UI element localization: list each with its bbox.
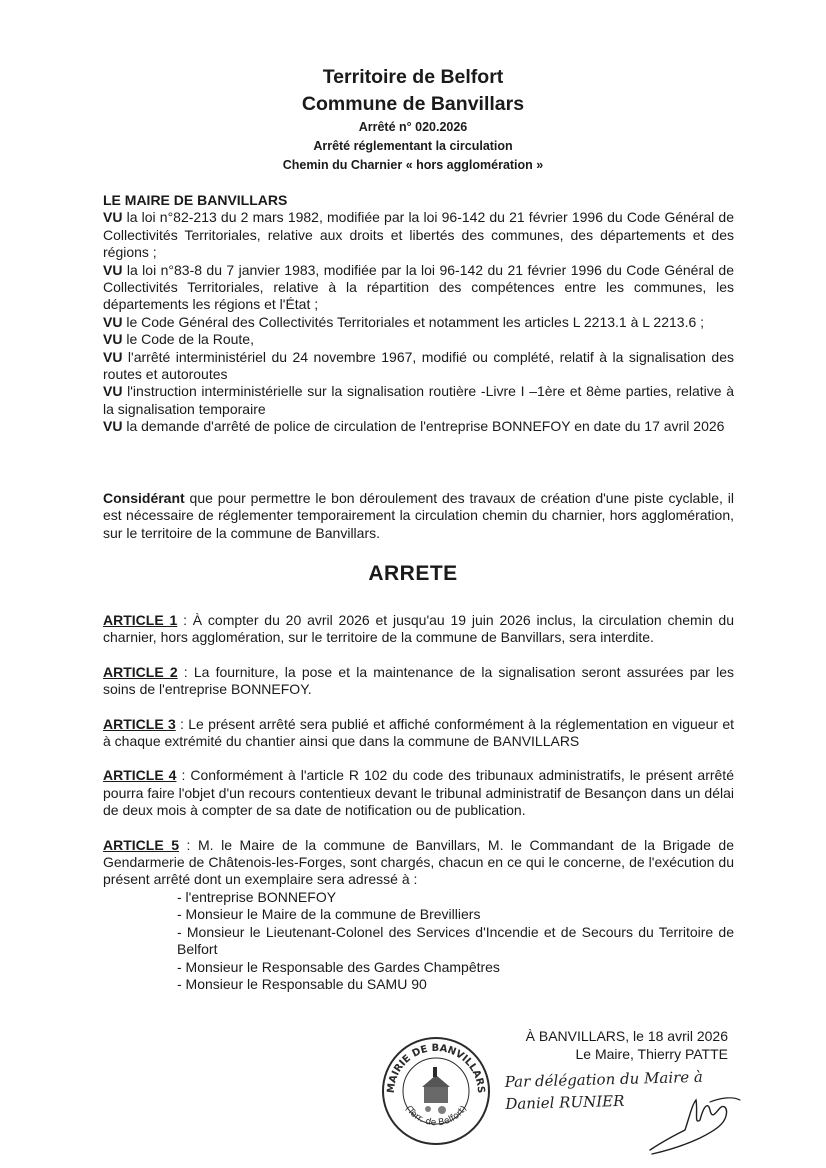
delegation-line-1: Par délégation du Maire à	[504, 1067, 704, 1092]
article-text: : La fourniture, la pose et la maintenance de la signalisation seront assurées par les soins de l'entreprise BONNEFOY.	[103, 663, 734, 698]
recipient-item: - Monsieur le Responsable des Gardes Champêtres	[177, 958, 500, 975]
visa-prefix: VU	[103, 331, 123, 348]
territory-title: Territoire de Belfort	[322, 66, 504, 88]
visa-prefix: VU	[103, 348, 123, 365]
visa-prefix: VU	[103, 383, 123, 400]
article-label: ARTICLE 1	[103, 612, 178, 628]
mayor-name: Le Maire, Thierry PATTE	[575, 1046, 728, 1062]
place-date: À BANVILLARS, le 18 avril 2026	[525, 1028, 728, 1044]
visa-item	[103, 262, 734, 314]
article-3	[103, 716, 734, 751]
article-label: ARTICLE 3	[103, 715, 176, 732]
visa-item	[103, 209, 734, 261]
visa-item	[103, 418, 734, 435]
stamp-village-emblem-icon	[422, 1067, 450, 1114]
visa-prefix: VU	[103, 209, 123, 226]
recipient-item: - Monsieur le Maire de la commune de Brevilliers	[177, 906, 481, 923]
arrete-number: Arrêté n° 020.2026	[358, 120, 468, 134]
visa-item	[103, 314, 734, 331]
arrete-heading: ARRETE	[368, 562, 458, 585]
recipient-item: - Monsieur le Responsable du SAMU 90	[177, 975, 427, 992]
article-label: ARTICLE 5	[103, 836, 179, 853]
stamp-top-text: MAIRIE DE BANVILLARS	[385, 1042, 487, 1094]
visa-prefix: VU	[103, 261, 123, 278]
visa-text: la loi n°82-213 du 2 mars 1982, modifiée par la loi 96-142 du 21 février 1996 du Code Général de Collectivités Territoriales, relative aux droits et libertés des communes, des départements et des régions ;	[103, 209, 734, 261]
recipient-item: - Monsieur le Lieutenant-Colonel des Services d'Incendie et de Secours du Territoire de Belfort	[177, 923, 734, 958]
signature-block	[480, 1027, 728, 1063]
handwritten-signature-icon	[640, 1090, 750, 1160]
visa-text: la loi n°83-8 du 7 janvier 1983, modifiée par la loi 96-142 du 21 février 1996 du Code Général de Collectivités Territoriales, relative à la répartition des compétences entre les communes, les départements les régions et l'État ;	[103, 261, 734, 313]
article-4	[103, 767, 734, 819]
article-label: ARTICLE 2	[103, 663, 178, 680]
visa-item	[103, 349, 734, 384]
mairie-stamp	[380, 1035, 492, 1147]
visa-item	[103, 331, 734, 348]
visa-item	[103, 383, 734, 418]
article-text: : Le présent arrêté sera publié et affiché conformément à la réglementation en vigueur et à chaque extrémité du chantier ainsi que dans la commune de BANVILLARS	[103, 715, 735, 750]
visa-text: l'arrêté interministériel du 24 novembre 1967, modifié ou complété, relatif à la signalisation des routes et autoroutes	[103, 348, 734, 383]
arrete-location: Chemin du Charnier « hors agglomération »	[282, 158, 544, 172]
commune-title: Commune de Banvillars	[301, 93, 525, 115]
visa-text: la demande d'arrêté de police de circulation de l'entreprise BONNEFOY en date du 17 avril 2026	[122, 418, 725, 435]
visa-prefix: VU	[103, 313, 123, 330]
visa-text: l'instruction interministérielle sur la signalisation routière -Livre I –1ère et 8ème parties, relative à la signalisation temporaire	[103, 383, 734, 417]
recipient-item: - l'entreprise BONNEFOY	[177, 888, 337, 905]
visas-section	[103, 192, 734, 436]
delegation-line-2: Daniel RUNIER	[505, 1091, 625, 1114]
article-2	[103, 664, 734, 699]
article-text: : À compter du 20 avril 2026 et jusqu'au 19 juin 2026 inclus, la circulation chemin du charnier, hors agglomération, sur le territoire de la commune de Banvillars, sera interdite.	[103, 612, 734, 646]
visa-text: le Code de la Route,	[122, 331, 254, 348]
article-1	[103, 612, 734, 647]
visa-prefix: VU	[103, 418, 123, 435]
article-5	[103, 837, 734, 889]
stamp-bottom-text: (Terr. de Belfort)	[402, 1104, 470, 1129]
considerant-text: que pour permettre le bon déroulement des travaux de création d'une piste cyclable, il est nécessaire de réglementer temporairement la circulation chemin du charnier, hors agglomération, sur le territoire de la commune de Banvillars.	[103, 490, 734, 541]
articles-section	[103, 612, 734, 993]
visa-text: le Code Général des Collectivités Territoriales et notamment les articles L 2213.1 à L 2213.6 ;	[122, 313, 705, 330]
document-header	[0, 64, 826, 175]
article-text: : M. le Maire de la commune de Banvillars, M. le Commandant de la Brigade de Gendarmerie de Châtenois-les-Forges, sont chargés, chacun en ce qui le concerne, de l'exécution du présent arrêté dont un exemplaire sera adressé à :	[103, 836, 734, 888]
article-text: : Conformément à l'article R 102 du code des tribunaux administratifs, le présent arrêté pourra faire l'objet d'un recours contentieux devant le tribunal administratif de Besançon dans un délai de deux mois à compter de sa date de notification ou de publication.	[103, 767, 734, 819]
considerant-paragraph	[103, 490, 734, 542]
arrete-subject: Arrêté réglementant la circulation	[313, 139, 513, 153]
article-label: ARTICLE 4	[103, 767, 177, 784]
recipients-list	[177, 889, 734, 993]
considerant-label: Considérant	[103, 490, 185, 506]
maire-heading: LE MAIRE DE BANVILLARS	[103, 192, 288, 208]
